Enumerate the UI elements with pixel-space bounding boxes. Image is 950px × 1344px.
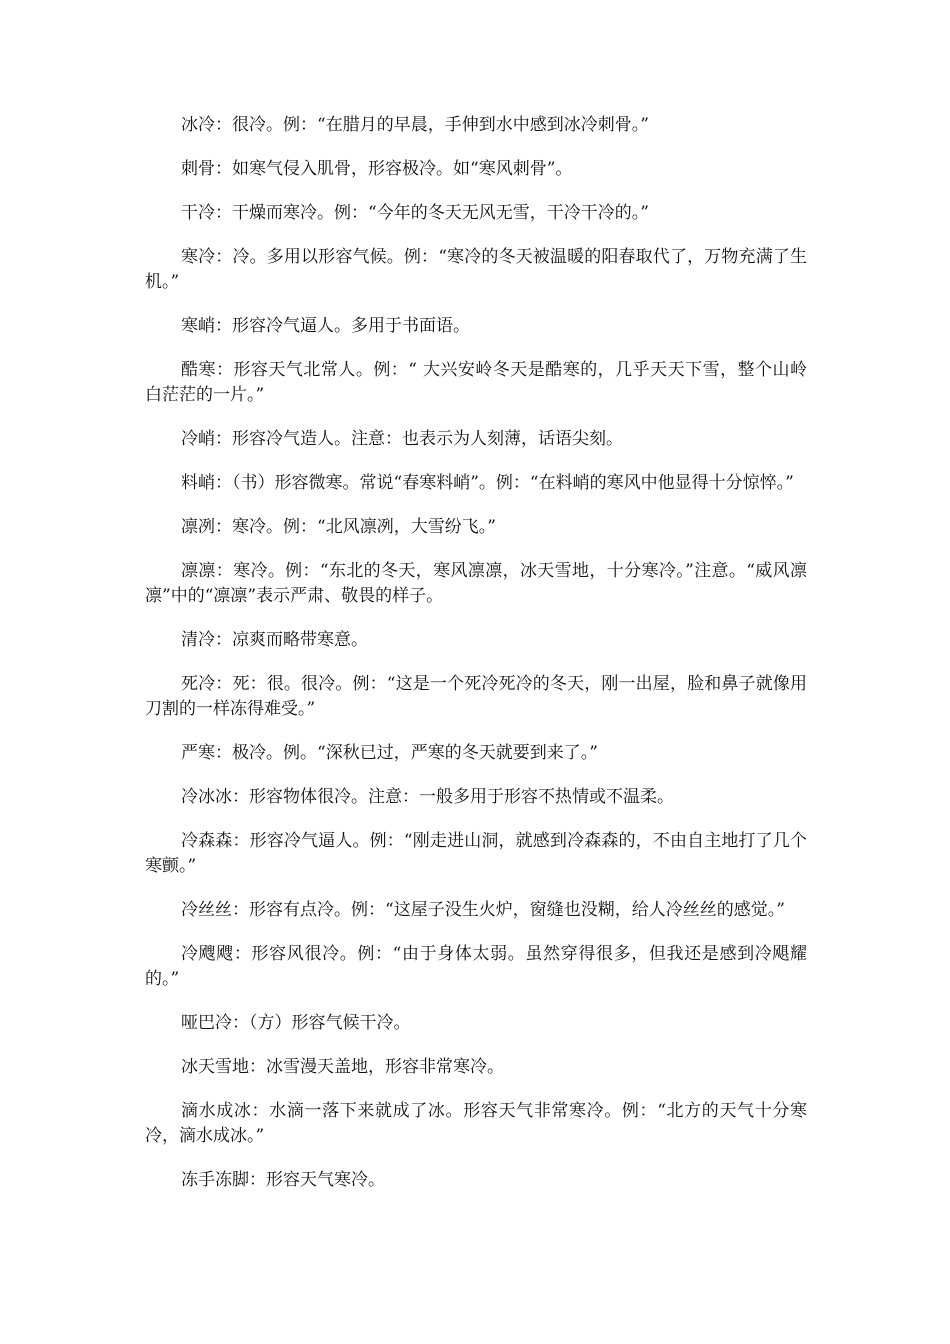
entry-lengsousou: 冷飕飕：形容风很冷。例：“由于身体太弱。虽然穿得很多，但我还是感到冷飓耀的。” — [145, 944, 807, 989]
entry-qingleng: 清冷：凉爽而略带寒意。 — [181, 630, 368, 650]
entry-dishuichengbing: 滴水成冰：水滴一落下来就成了冰。形容天气非常寒冷。例：“北方的天气十分寒冷，滴水成冰。” — [145, 1101, 807, 1146]
entry-cigu: 刺骨：如寒气侵入肌骨，形容极冷。如“寒风刺骨”。 — [181, 159, 573, 179]
entry-bingleng: 冰冷：很冷。例：“在腊月的早晨，手伸到水中感到冰冷刺骨。” — [181, 115, 649, 135]
entry-lengqiao: 冷峭：形容冷气造人。注意：也表示为人刻薄，话语尖刻。 — [181, 429, 623, 449]
entry-yanhan: 严寒：极冷。例。“深秋已过，严寒的冬天就要到来了。” — [181, 743, 598, 763]
document-body — [145, 113, 807, 1212]
entry-lengsensen: 冷森森：形容冷气逼人。例：“刚走进山洞，就感到冷森森的，不由自主地打了几个寒颤。” — [145, 831, 807, 876]
entry-liaoqiao: 料峭：（书）形容微寒。常说“春寒料峭”。例：“在料峭的寒风中他显得十分惊悴。” — [181, 473, 794, 493]
entry-hanqiao: 寒峭：形容冷气逼人。多用于书面语。 — [181, 316, 470, 336]
entry-bingtianxuedi: 冰天雪地：冰雪漫天盖地，形容非常寒冷。 — [181, 1057, 504, 1077]
entry-dongshoudongjiao: 冻手冻脚：形容天气寒冷。 — [181, 1170, 385, 1190]
entry-lengbingbing: 冷冰冰：形容物体很冷。注意：一般多用于形容不热情或不温柔。 — [181, 787, 674, 807]
entry-ganleng: 干冷：干燥而寒冷。例：“今年的冬天无风无雪，干冷干冷的。” — [181, 203, 649, 223]
entry-hanleng: 寒冷：冷。多用以形容气候。例：“寒冷的冬天被温暖的阳春取代了，万物充满了生机。” — [145, 247, 807, 292]
entry-sileng: 死冷：死：很。很冷。例：“这是一个死冷死冷的冬天，刚一出屋，脸和鼻子就像用刀割的一样冻得难受。” — [145, 674, 807, 719]
entry-kuhan: 酷寒：形容天气北常人。例：“ 大兴安岭冬天是酷寒的，几乎天天下雪，整个山岭白茫茫的一片。” — [145, 360, 807, 405]
entry-linlin: 凛凛：寒冷。例：“东北的冬天，寒风凛凛，冰天雪地，十分寒冷。”注意。“威风凛凛”中的“凛凛”表示严肃、敬畏的样子。 — [145, 561, 807, 606]
entry-lengsisi: 冷丝丝：形容有点冷。例：“这屋子没生火炉，窗缝也没糊，给人冷丝丝的感觉。” — [181, 900, 785, 920]
entry-linlie: 凛冽：寒冷。例：“北风凛冽，大雪纷飞。” — [181, 517, 496, 537]
entry-yabaleng: 哑巴冷：（方）形容气候干冷。 — [181, 1013, 411, 1033]
